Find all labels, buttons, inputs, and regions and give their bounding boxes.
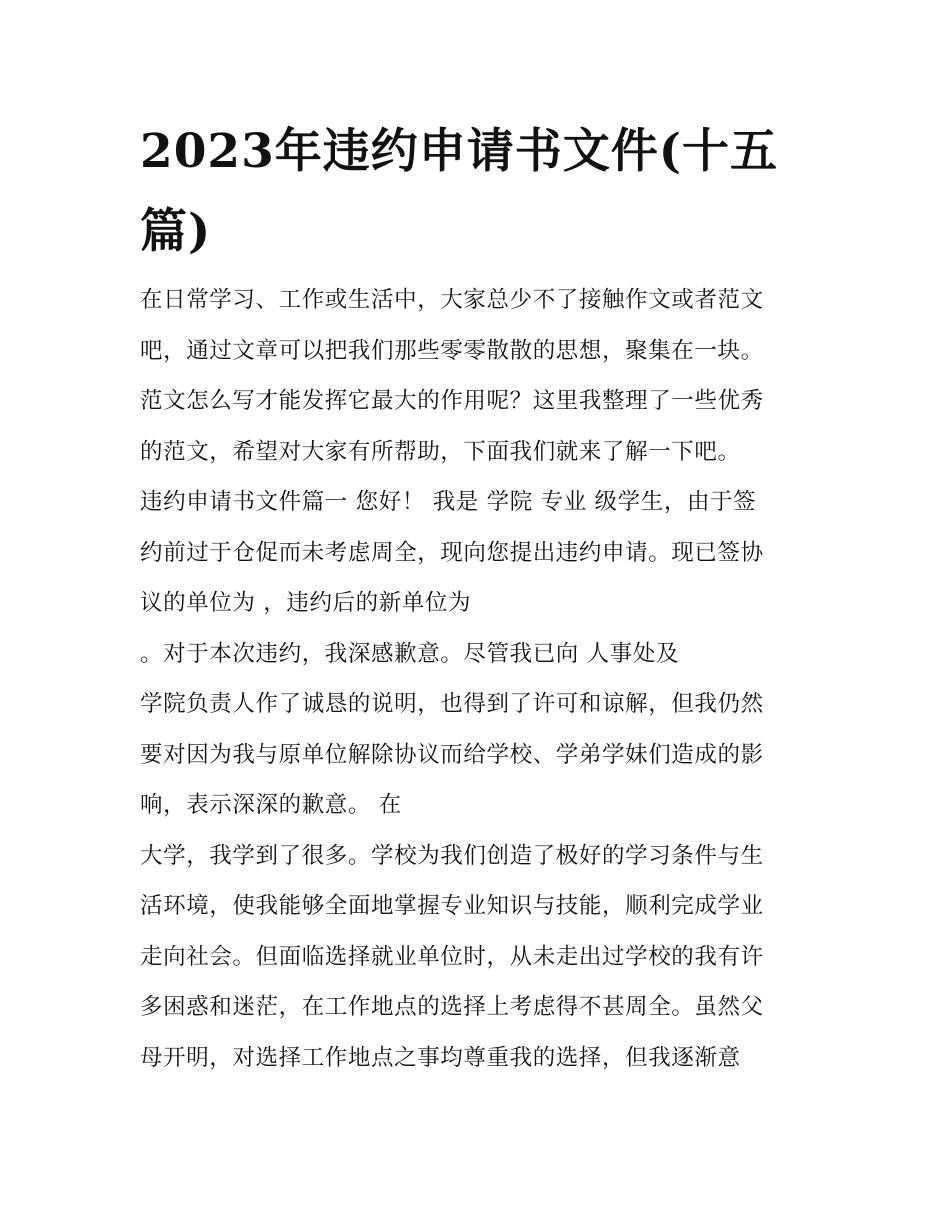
body-line: 多困惑和迷茫，在工作地点的选择上考虑得不甚周全。虽然父 [140, 994, 764, 1020]
document-title: 2023年违约申请书文件(十五篇) [140, 124, 779, 259]
body-line: 的范文，希望对大家有所帮助，下面我们就来了解一下吧。 [140, 438, 741, 465]
body-line: 议的单位为 ，违约后的新单位为 [140, 590, 472, 616]
document-body [140, 280, 830, 1088]
body-line: 母开明，对选择工作地点之事均尊重我的选择，但我逐渐意 [140, 1044, 741, 1071]
body-line: 在日常学习、工作或生活中，大家总少不了接触作文或者范文 [140, 287, 764, 313]
body-line: 违约申请书文件篇一 您好！ 我是 学院 专业 级学生，由于签 [140, 489, 757, 515]
body-line: 。对于本次违约，我深感歉意。尽管我已向 人事处及 [140, 640, 680, 667]
body-line: 范文怎么写才能发挥它最大的作用呢？这里我整理了一些优秀 [140, 388, 764, 414]
body-line: 走向社会。但面临选择就业单位时，从未走出过学校的我有许 [140, 943, 764, 970]
body-line: 约前过于仓促而未考虑周全，现向您提出违约申请。现已签协 [140, 539, 764, 566]
body-line: 响，表示深深的歉意。 在 [140, 792, 402, 818]
body-line: 活环境，使我能够全面地掌握专业知识与技能，顺利完成学业 [140, 893, 764, 919]
body-line: 大学，我学到了很多。学校为我们创造了极好的学习条件与生 [140, 842, 764, 869]
body-line: 要对因为我与原单位解除协议而给学校、学弟学妹们造成的影 [140, 741, 764, 768]
body-line: 吧，通过文章可以把我们那些零零散散的思想，聚集在一块。 [140, 337, 764, 364]
body-line: 学院负责人作了诚恳的说明，也得到了许可和谅解，但我仍然 [140, 691, 764, 717]
